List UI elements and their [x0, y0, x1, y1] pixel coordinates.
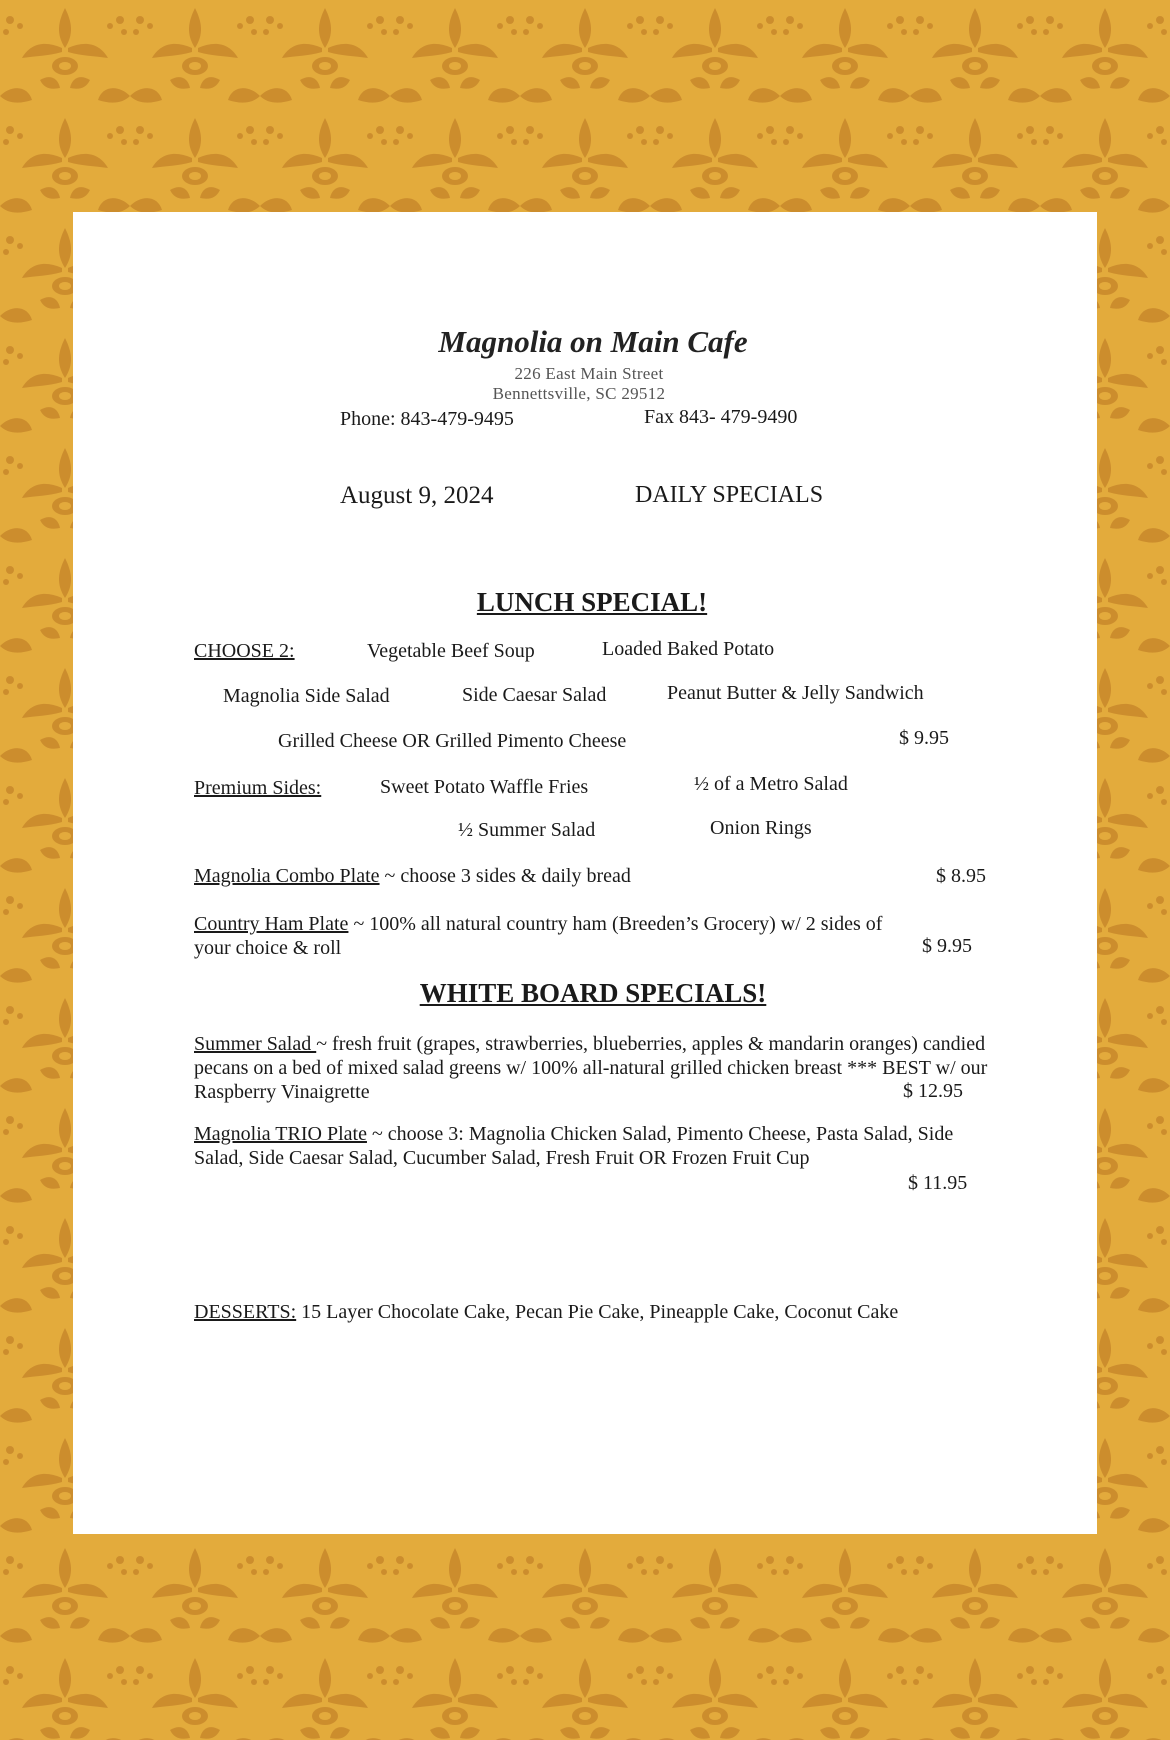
- daily-specials-title: DAILY SPECIALS: [635, 482, 824, 508]
- combo-plate: [194, 864, 986, 888]
- lunch-item: Magnolia Side Salad: [223, 685, 390, 707]
- summer-salad-description: ~ fresh fruit (grapes, strawberries, blueberries, apples & mandarin oranges) candied pecans on a bed of mixed salad greens w/ 100% all-natural grilled chicken breast *** BEST w/ our Raspberry Vinaigrette: [194, 1033, 988, 1103]
- lunch-special-heading: LUNCH SPECIAL!: [476, 587, 708, 617]
- address-line-1: 226 East Main Street: [514, 364, 664, 383]
- summer-salad: [194, 1032, 994, 1104]
- choose-label: CHOOSE 2:: [194, 640, 295, 662]
- combo-name: Magnolia Combo Plate: [194, 865, 380, 887]
- lunch-item: Loaded Baked Potato: [602, 638, 775, 660]
- ham-description: ~ 100% all natural country ham (Breeden’s Grocery) w/ 2 sides of your choice & roll: [194, 913, 883, 959]
- ham-price: $ 9.95: [922, 935, 972, 957]
- country-ham-plate: [194, 912, 986, 960]
- premium-item: Sweet Potato Waffle Fries: [380, 776, 589, 798]
- menu-sheet: [73, 212, 1097, 1534]
- trio-plate: [194, 1122, 994, 1170]
- choose-price: $ 9.95: [899, 727, 949, 749]
- ham-name: Country Ham Plate: [194, 913, 349, 935]
- menu-date: August 9, 2024: [340, 482, 494, 509]
- lunch-item: Grilled Cheese OR Grilled Pimento Cheese: [278, 730, 627, 752]
- summer-salad-price: $ 12.95: [903, 1080, 963, 1102]
- combo-price: $ 8.95: [936, 865, 986, 887]
- desserts-label: DESSERTS:: [194, 1301, 297, 1323]
- trio-description: ~ choose 3: Magnolia Chicken Salad, Pimento Cheese, Pasta Salad, Side Salad, Side Caesar Salad, Cucumber Salad, Fresh Fruit OR Frozen Fruit Cup: [194, 1123, 954, 1169]
- premium-item: ½ Summer Salad: [458, 819, 596, 841]
- combo-description: ~ choose 3 sides & daily bread: [379, 865, 631, 887]
- premium-item: Onion Rings: [710, 817, 812, 839]
- address-line-2: Bennettsville, SC 29512: [492, 384, 666, 403]
- trio-name: Magnolia TRIO Plate: [194, 1123, 367, 1145]
- trio-price: $ 11.95: [908, 1172, 968, 1194]
- desserts: [194, 1300, 984, 1324]
- summer-salad-name: Summer Salad: [194, 1033, 317, 1055]
- lunch-item: Side Caesar Salad: [462, 684, 607, 706]
- lunch-item: Peanut Butter & Jelly Sandwich: [667, 682, 924, 704]
- cafe-name: Magnolia on Main Cafe: [438, 324, 748, 359]
- white-board-heading: WHITE BOARD SPECIALS!: [419, 978, 767, 1008]
- desserts-list: 15 Layer Chocolate Cake, Pecan Pie Cake, Pineapple Cake, Coconut Cake: [296, 1301, 899, 1323]
- premium-item: ½ of a Metro Salad: [694, 773, 848, 795]
- premium-sides-label: Premium Sides:: [194, 777, 322, 799]
- lunch-item: Vegetable Beef Soup: [367, 640, 535, 662]
- fax-number: Fax 843- 479-9490: [644, 406, 798, 428]
- phone-number: Phone: 843-479-9495: [340, 408, 514, 430]
